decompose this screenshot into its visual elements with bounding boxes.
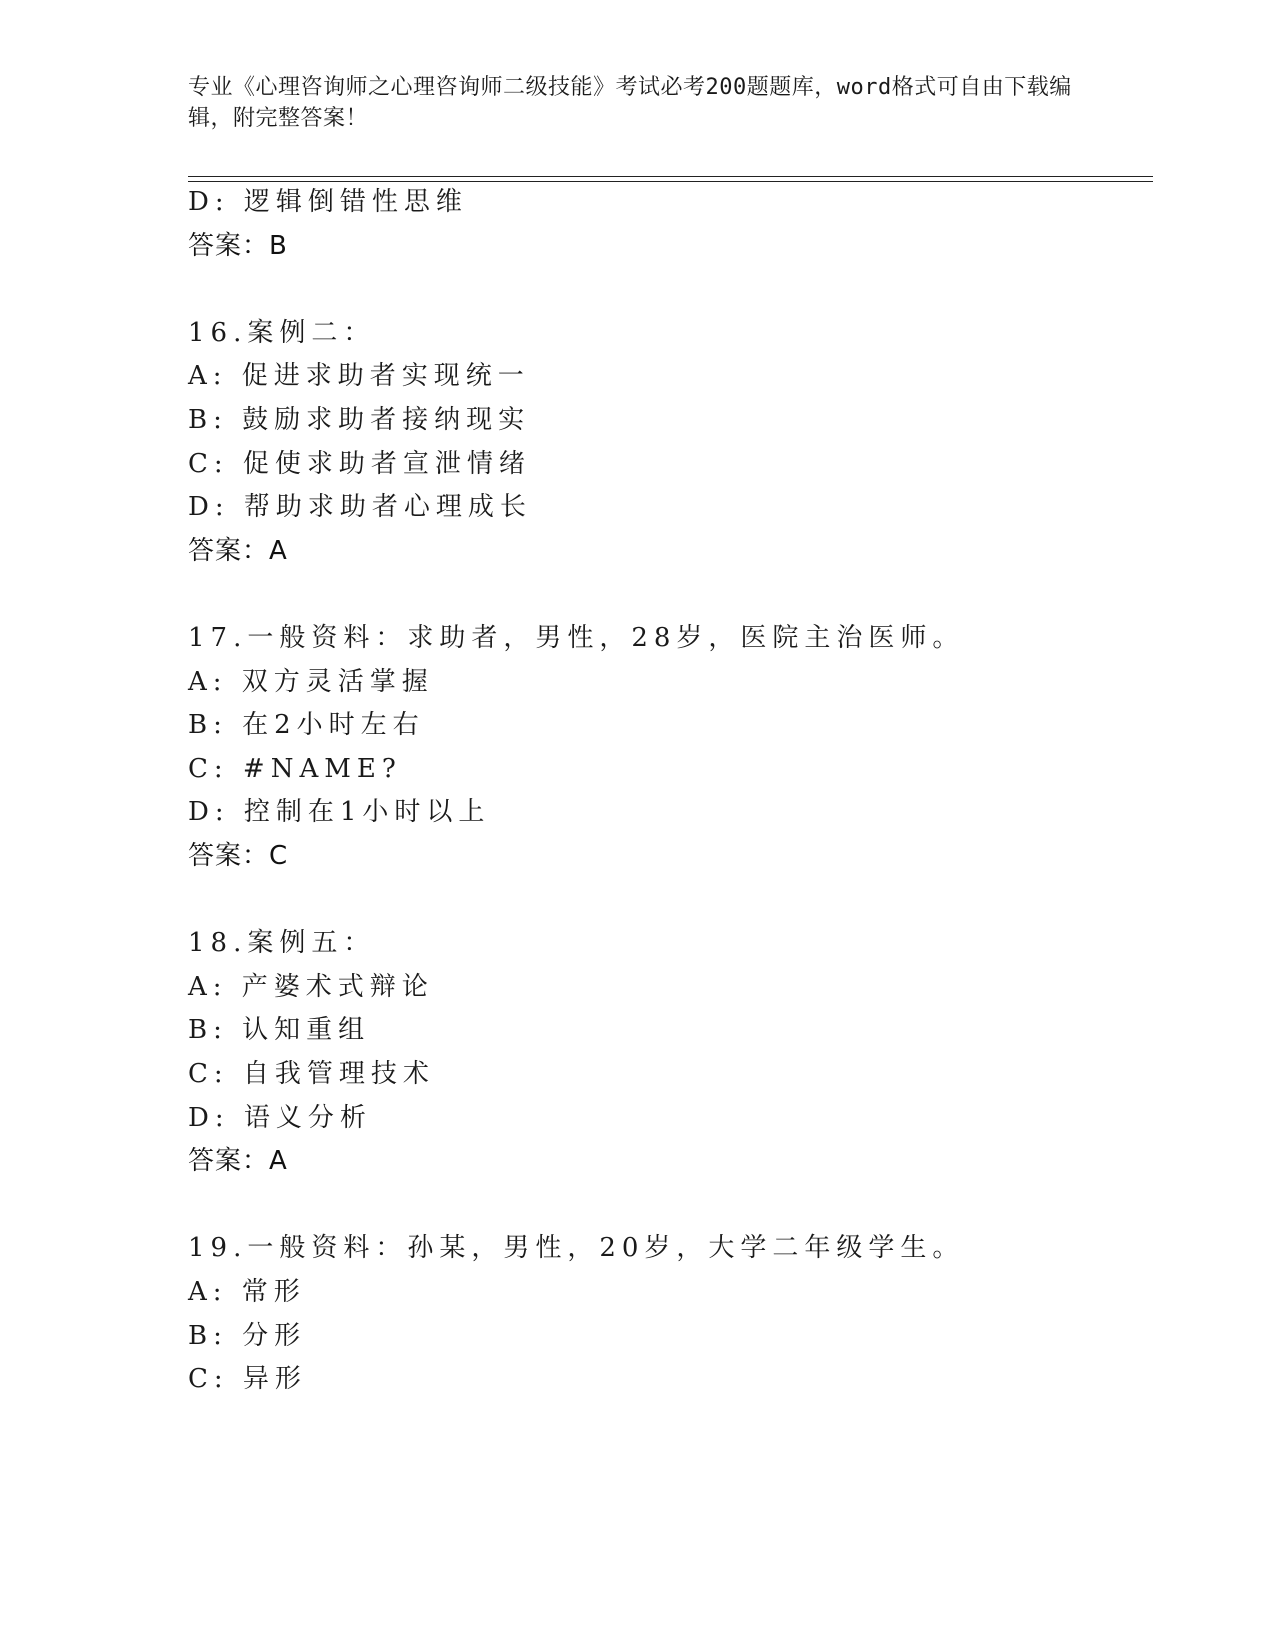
question-stem: 18.案例五： — [188, 928, 376, 959]
option-line: A: 产婆术式辩论 — [188, 971, 434, 1002]
answer-line: 答案：C — [188, 841, 289, 871]
option-line: A: 常形 — [188, 1277, 306, 1307]
option-line: D: 帮助求助者心理成长 — [188, 492, 532, 523]
answer-line: 答案：A — [188, 535, 288, 566]
option-line: D: 语义分析 — [188, 1102, 372, 1133]
header-divider-bottom — [188, 181, 1153, 182]
question-stem: 19.一般资料：孙某，男性，20岁，大学二年级学生。 — [188, 1233, 965, 1264]
option-line: B: 分形 — [188, 1320, 307, 1351]
option-line: C: 促使求助者宣泄情绪 — [188, 448, 531, 479]
header-divider-top — [188, 176, 1153, 177]
answer-line: 答案：B — [188, 230, 288, 261]
option-line: B: 鼓励求助者接纳现实 — [188, 405, 531, 435]
option-line: D: 控制在1小时以上 — [188, 797, 491, 828]
option-line: D: 逻辑倒错性思维 — [188, 187, 468, 217]
page-header: 专业《心理咨询师之心理咨询师二级技能》考试必考200题题库，word格式可自由下载编辑，附完整答案！ — [188, 75, 1072, 131]
question-stem: 17.一般资料：求助者，男性，28岁，医院主治医师。 — [188, 623, 965, 653]
question-stem: 16.案例二： — [188, 317, 376, 348]
option-line: B: 认知重组 — [188, 1015, 371, 1046]
option-line: B: 在2小时左右 — [188, 710, 425, 741]
answer-line: 答案：A — [188, 1146, 288, 1177]
option-line: C: 异形 — [188, 1364, 307, 1395]
option-line: C: 自我管理技术 — [188, 1059, 435, 1089]
option-line: A: 促进求助者实现统一 — [188, 361, 530, 392]
option-line: C: #NAME? — [188, 753, 402, 784]
option-line: A: 双方灵活掌握 — [188, 666, 434, 697]
